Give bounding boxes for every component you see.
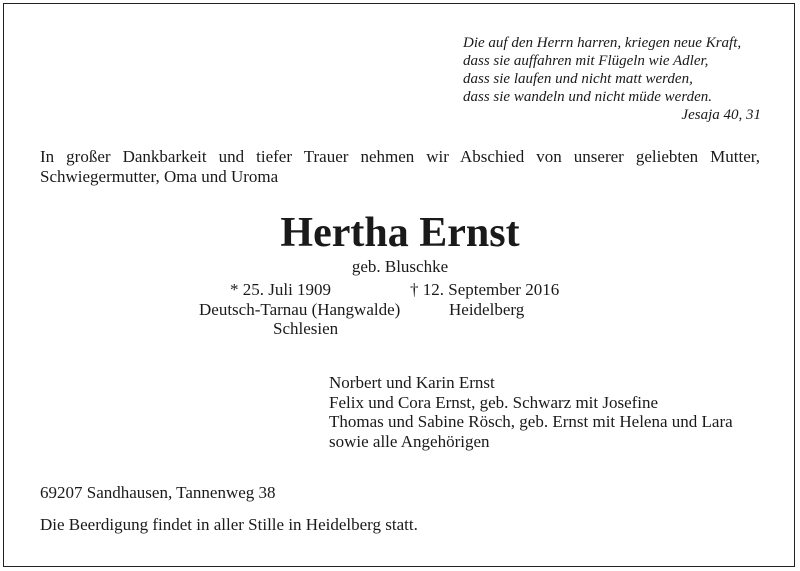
verse-line: Die auf den Herrn harren, kriegen neue Kraft,: [463, 35, 742, 51]
mourner-entry: Norbert und Karin Ernst: [329, 373, 495, 392]
intro-line-1: In großer Dankbarkeit und tiefer Trauer nehmen wir Abschied von unserer geliebten Mutter,: [40, 147, 760, 166]
verse-line: dass sie wandeln und nicht müde werden.: [463, 89, 713, 105]
death-date: † 12. September 2016: [410, 280, 560, 299]
family-address: 69207 Sandhausen, Tannenweg 38: [40, 483, 276, 502]
mourner-entry: Felix und Cora Ernst, geb. Schwarz mit Josefine: [329, 392, 659, 412]
mourner-entry: Thomas und Sabine Rösch, geb. Ernst mit Helena und Lara: [329, 412, 733, 431]
birth-region: Schlesien: [273, 319, 339, 338]
verse-line: dass sie auffahren mit Flügeln wie Adler,: [463, 53, 709, 69]
intro-line-2: Schwiegermutter, Oma und Uroma: [40, 167, 279, 186]
maiden-name: geb. Bluschke: [351, 257, 449, 276]
verse-reference: Jesaja 40, 31: [681, 107, 761, 123]
mourners-list: [329, 373, 733, 451]
birth-date: * 25. Juli 1909: [230, 280, 332, 299]
funeral-note: Die Beerdigung findet in aller Stille in Heidelberg statt.: [40, 515, 418, 534]
intro-text: [40, 147, 760, 187]
mourner-entry: sowie alle Angehörigen: [329, 431, 490, 451]
bible-verse: [463, 34, 763, 124]
death-place: Heidelberg: [449, 300, 525, 319]
verse-line: dass sie laufen und nicht matt werden,: [463, 71, 693, 87]
birth-place: Deutsch-Tarnau (Hangwalde): [199, 300, 401, 319]
deceased-name: Hertha Ernst: [280, 210, 520, 256]
